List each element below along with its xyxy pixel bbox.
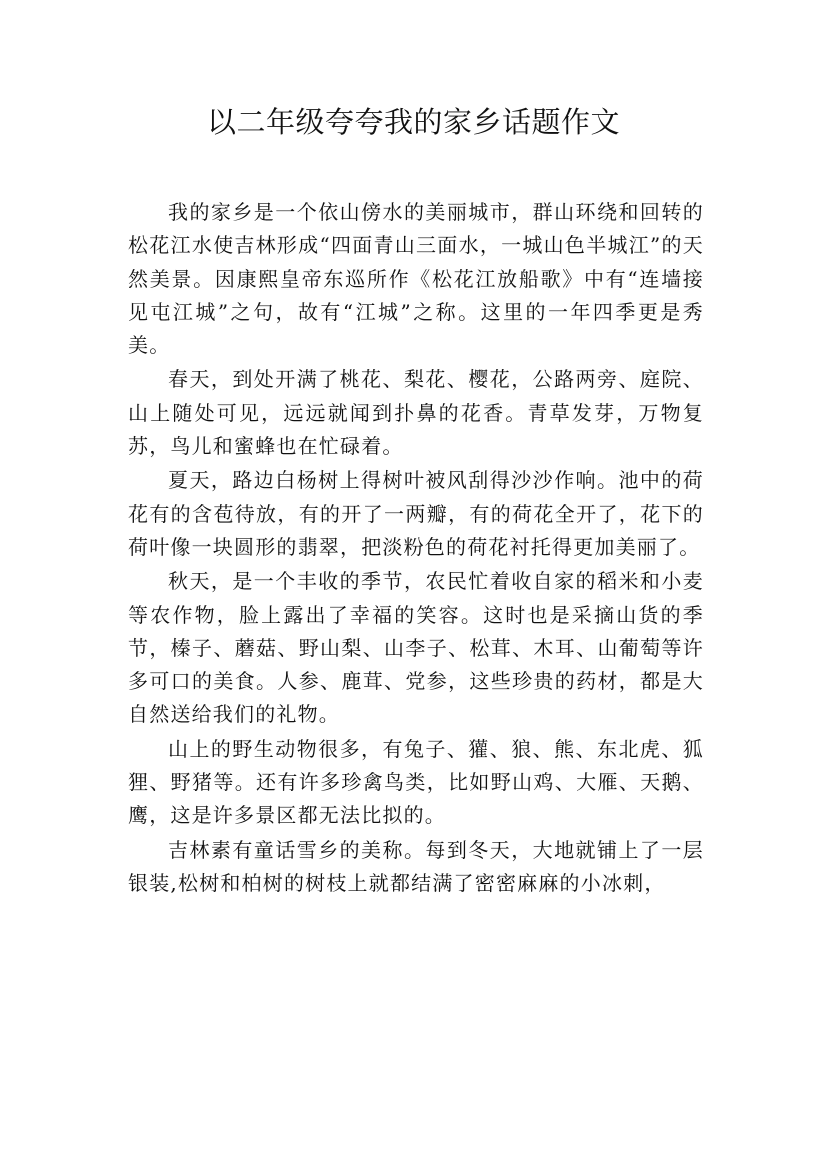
paragraph-spring: 春天，到处开满了桃花、梨花、樱花，公路两旁、庭院、山上随处可见，远远就闻到扑鼻的花香。青草发芽，万物复苏，鸟儿和蜜蜂也在忙碌着。 [128, 367, 704, 459]
paragraph-intro: 我的家乡是一个依山傍水的美丽城市，群山环绕和回转的松花江水使吉林形成“四面青山三面水，一城山色半城江”的天然美景。因康熙皇帝东巡所作《松花江放船歌》中有“连墙接见屯江城”之句，故有“江城”之称。这里的一年四季更是秀美。 [128, 200, 704, 358]
paragraph-wildlife: 山上的野生动物很多，有兔子、獾、狼、熊、东北虎、狐狸、野猪等。还有许多珍禽鸟类，比如野山鸡、大雁、天鹅、鹰，这是许多景区都无法比拟的。 [128, 736, 704, 828]
paragraph-summer: 夏天，路边白杨树上得树叶被风刮得沙沙作响。池中的荷花有的含苞待放，有的开了一两瓣，有的荷花全开了，花下的荷叶像一块圆形的翡翠，把淡粉色的荷花衬托得更加美丽了。 [128, 468, 704, 559]
document-body [128, 196, 704, 901]
paragraph-winter: 吉林素有童话雪乡的美称。每到冬天，大地就铺上了一层银装,松树和柏树的树枝上就都结满了密密麻麻的小冰刺， [128, 837, 704, 895]
document-title: 以二年级夸夸我的家乡话题作文 [206, 105, 620, 139]
paragraph-autumn: 秋天，是一个丰收的季节，农民忙着收自家的稻米和小麦等农作物，脸上露出了幸福的笑容。这时也是采摘山货的季节，榛子、蘑菇、野山梨、山李子、松茸、木耳、山葡萄等许多可口的美食。人参、鹿茸、党参，这些珍贵的药材，都是大自然送给我们的礼物。 [128, 569, 704, 727]
